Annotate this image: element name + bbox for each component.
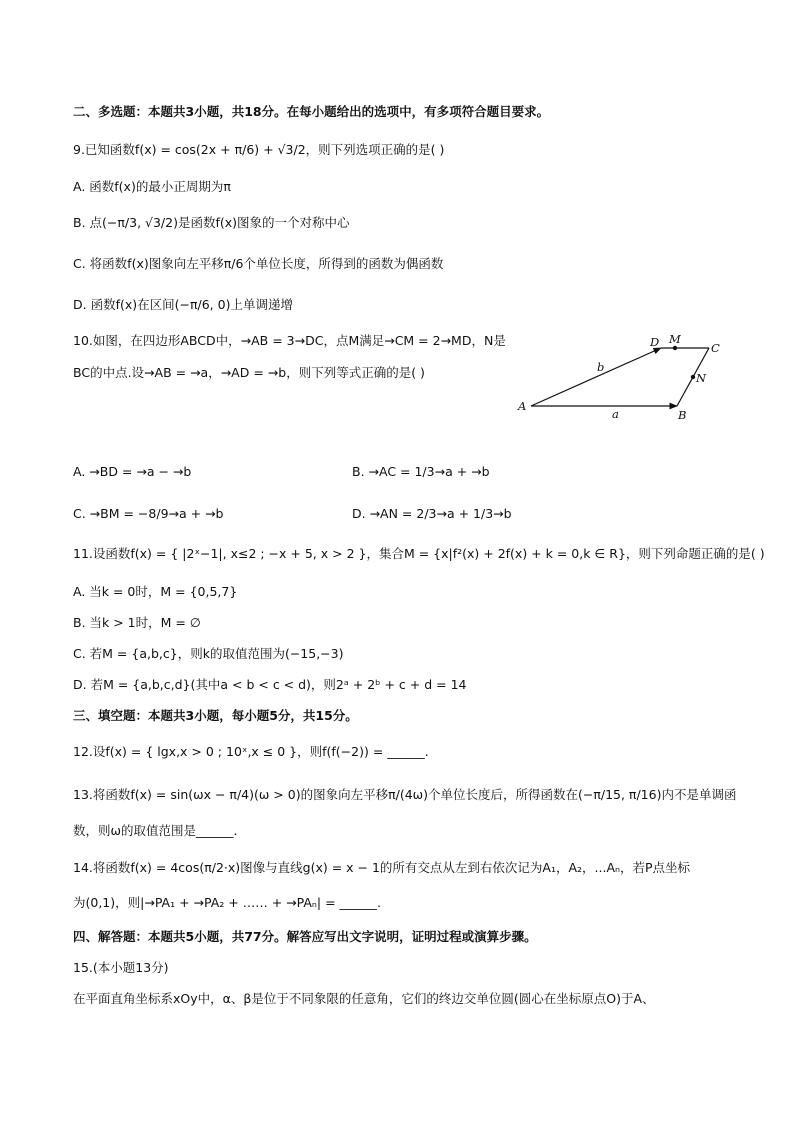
q11-option-a: A. 当k = 0时，M = {0,5,7} [73, 584, 238, 599]
section2-heading: 二、多选题：本题共3小题，共18分。在每小题给出的选项中，有多项符合题目要求。 [73, 104, 550, 119]
label-a: A [518, 399, 527, 413]
q12: 12.设f(x) = { lgx,x > 0 ; 10ˣ,x ≤ 0 }，则f(f(−2)) = ______. [73, 744, 429, 759]
q11-option-b: B. 当k > 1时，M = ∅ [73, 615, 201, 630]
q10-stem-line1: 10.如图，在四边形ABCD中，→AB = 3→DC，点M满足→CM = 2→MD，N是 [73, 333, 506, 348]
section3-heading: 三、填空题：本题共3小题，每小题5分，共15分。 [73, 708, 358, 723]
label-vector-a: a [612, 407, 619, 421]
q13-line1: 13.将函数f(x) = sin(ωx − π/4)(ω > 0)的图象向左平移π/(4ω)个单位长度后，所得函数在(−π/15, π/16)内不是单调函 [73, 787, 737, 802]
q9-option-a: A. 函数f(x)的最小正周期为π [73, 179, 231, 194]
q9-option-d: D. 函数f(x)在区间(−π/6, 0)上单调递增 [73, 297, 293, 312]
q10-option-b: B. →AC = 1/3→a + →b [352, 464, 490, 479]
q9-option-b: B. 点(−π/3, √3/2)是函数f(x)图象的一个对称中心 [73, 215, 350, 230]
q11-option-c: C. 若M = {a,b,c}，则k的取值范围为(−15,−3) [73, 646, 344, 661]
label-c: C [711, 341, 720, 355]
label-d: D [650, 335, 660, 349]
section4-heading: 四、解答题：本题共5小题，共77分。解答应写出文字说明，证明过程或演算步骤。 [73, 929, 537, 944]
q14-line1: 14.将函数f(x) = 4cos(π/2·x)图像与直线g(x) = x − 1的所有交点从左到右依次记为A₁，A₂，...Aₙ，若P点坐标 [73, 860, 691, 875]
q10-option-d: D. →AN = 2/3→a + 1/3→b [352, 506, 512, 521]
point-m [673, 346, 677, 350]
label-m: M [669, 332, 681, 346]
q10-stem-line2: BC的中点.设→AB = →a，→AD = →b，则下列等式正确的是( ) [73, 365, 425, 380]
q11-option-d: D. 若M = {a,b,c,d}(其中a < b < c < d)，则2ᵃ + 2ᵇ + c + d = 14 [73, 677, 467, 692]
q9-option-c: C. 将函数f(x)图象向左平移π/6个单位长度，所得到的函数为偶函数 [73, 256, 444, 271]
q10-option-a: A. →BD = →a − →b [73, 464, 192, 479]
vector-ad [531, 348, 661, 406]
label-n: N [696, 371, 707, 385]
quadrilateral-figure [515, 330, 725, 425]
label-b: B [678, 408, 687, 422]
q11-stem: 11.设函数f(x) = { |2ˣ−1|, x≤2 ; −x + 5, x > 2 }，集合M = {x|f²(x) + 2f(x) + k = 0,k ∈ R}，则下列命题正确的是( ) [73, 546, 765, 561]
q9-stem: 9.已知函数f(x) = cos(2x + π/6) + √3/2，则下列选项正确的是( ) [73, 142, 445, 157]
point-n [691, 375, 695, 379]
q13-line2: 数，则ω的取值范围是______. [73, 823, 238, 838]
q15-line1: 在平面直角坐标系xOy中，α、β是位于不同象限的任意角，它们的终边交单位圆(圆心在坐标原点O)于A、 [73, 991, 655, 1006]
q10-option-c: C. →BM = −8/9→a + →b [73, 506, 224, 521]
q15-title: 15.(本小题13分) [73, 960, 169, 975]
q14-line2: 为(0,1)，则|→PA₁ + →PA₂ + …… + →PAₙ| = ______. [73, 895, 382, 910]
label-vector-b: b [597, 360, 605, 374]
